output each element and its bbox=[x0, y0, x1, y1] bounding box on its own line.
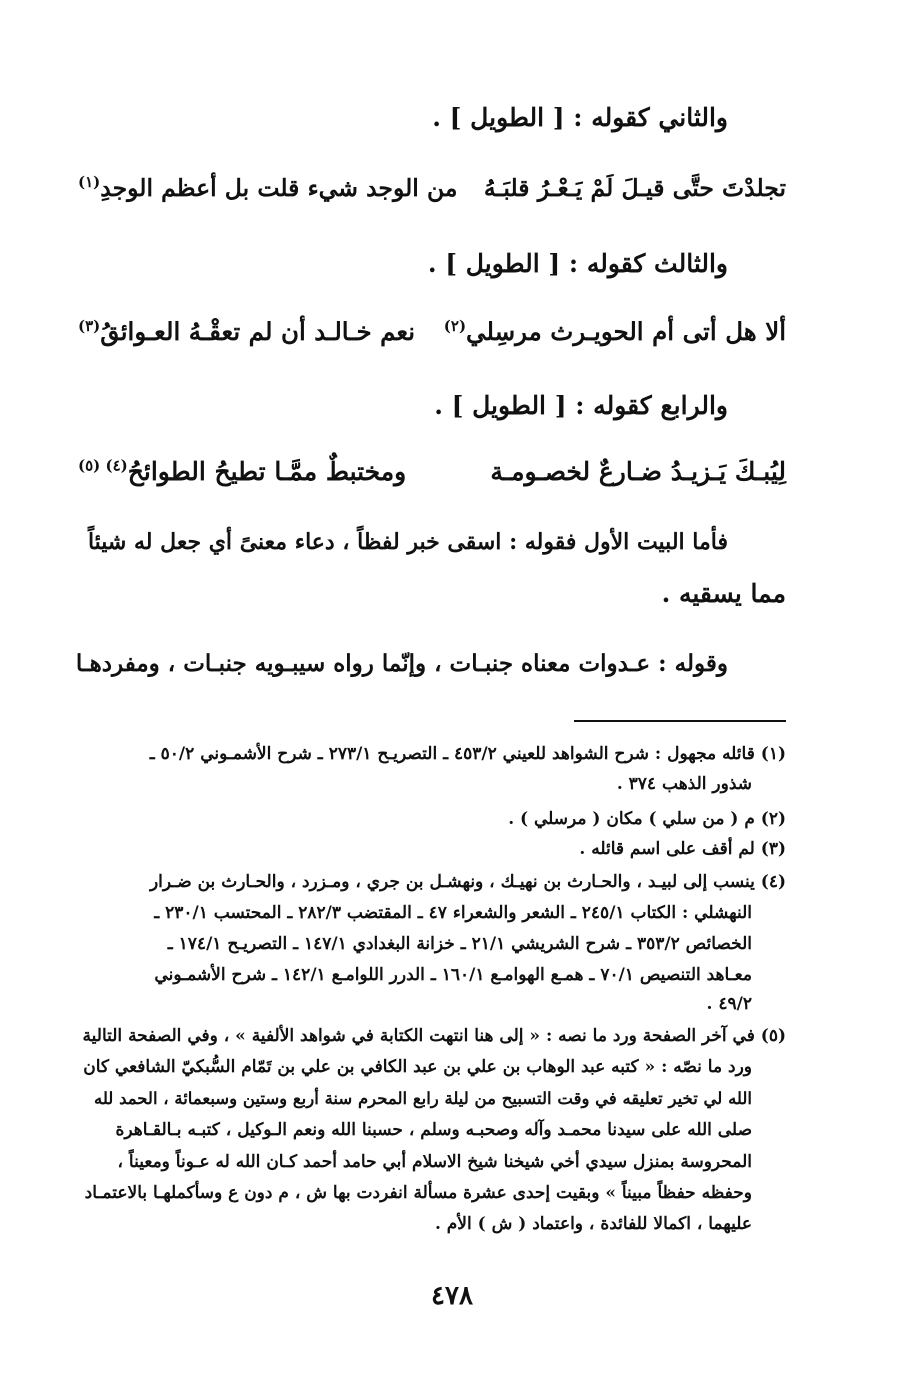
verse-hemistich-second bbox=[78, 452, 406, 492]
footnote-line: (٥) في آخر الصفحة ورد ما نصه : « إلى هنا انتهت الكتابة في شواهد الألفية » ، وفي الصفحة التالية bbox=[82, 1026, 786, 1046]
footnote-ref: (١) bbox=[78, 173, 101, 192]
verse-hemistich-text: ألا هل أتى أم الحويـرث مرسِلي bbox=[466, 317, 786, 346]
footnote-line: (٢) م ( من سلي ) مكان ( مرسلي ) . bbox=[508, 809, 786, 829]
verse-hemistich-second bbox=[78, 168, 457, 208]
footnote-ref: (٣) bbox=[78, 316, 101, 335]
footnote-ref: (٢) bbox=[443, 316, 467, 335]
footnote-line: (٤) ينسب إلى لبيـد ، والحـارث بن نهيـك ، ونهشـل بن جري ، ومـزرد ، والحـارث بن ضـرار bbox=[149, 872, 786, 892]
footnote-line: ورد ما نصّه : « كتبه عبد الوهاب بن علي بن عبد الكافي بن علي بن تَمّام السُّبكيّ الشافعي كان bbox=[83, 1057, 752, 1077]
heading-fourth-example: والرابع كقوله : [ الطويل ] . bbox=[434, 391, 728, 420]
heading-third-example: والثالث كقوله : [ الطويل ] . bbox=[427, 249, 728, 278]
verse-hemistich-first: تجلدْتَ حتَّى قيـلَ لَمْ يَـعْـرُ قلبَـهُ bbox=[483, 174, 786, 202]
verse-hemistich-text: نعم خـالـد أن لم تعقْـهُ العـوائقُ bbox=[100, 317, 416, 346]
footnote-line: الخصائص ٣٥٣/٢ ـ شرح الشريشي ٢١/١ ـ خزانة البغدادي ١٤٧/١ ـ التصريـح ١٧٤/١ ـ bbox=[167, 934, 752, 954]
footnote-line: النهشلي : الكتاب ٢٤٥/١ ـ الشعر والشعراء ٤٧ ـ المقتضب ٢٨٢/٣ ـ المحتسب ٢٣٠/١ ـ bbox=[154, 903, 752, 923]
footnote-line: شذور الذهب ٣٧٤ . bbox=[616, 774, 752, 794]
paragraph-line: فأما البيت الأول فقوله : اسقى خبر لفظاً ، دعاء معنىً أي جعل له شيئاً bbox=[87, 529, 728, 555]
footnote-line: معـاهد التنصيص ٧٠/١ ـ همـع الهوامـع ١٦٠/١ ـ الدرر اللوامـع ١٤٢/١ ـ شرح الأشمـوني bbox=[154, 965, 752, 985]
footnote-line: عليهما ، اكمالا للفائدة ، واعتماد ( ش ) الأم . bbox=[434, 1214, 752, 1234]
footnote-line: الله لي تخير تعليقه في وقت التسبيح من ليلة رابع المحرم سنة أربع وستين وسبعمائة ، الحمد لله bbox=[94, 1089, 752, 1108]
footnote-ref: (٤) (٥) bbox=[78, 456, 128, 475]
paragraph-line: وقوله : عـدوات معناه جنبـات ، وإنّما رواه سيبـويه جنبـات ، ومفردهـا bbox=[75, 650, 728, 677]
verse-hemistich-first bbox=[444, 312, 786, 352]
heading-second-example: والثاني كقوله : [ الطويل ] . bbox=[432, 103, 728, 132]
footnote-line: (١) قائله مجهول : شرح الشواهد للعيني ٤٥٣/٢ ـ التصريـح ٢٧٣/١ ـ شرح الأشمـوني ٥٠/٢ ـ bbox=[149, 744, 786, 764]
verse-hemistich-first: لِيُبـكَ يَـزيـدُ ضـارعٌ لخصـومـة bbox=[490, 457, 786, 486]
verse-hemistich-text: من الوجد شيء قلت بل أعظم الوجدِ bbox=[100, 174, 458, 202]
footnote-line: وحفظه حفظاً مبيناً » وبقيت إحدى عشرة مسألة انفردت بها ش ، م دون ع وسأكملهـا بالاعتمـاد bbox=[84, 1183, 752, 1203]
footnote-line: (٣) لم أقف على اسم قائله . bbox=[579, 839, 786, 859]
verse-hemistich-second bbox=[78, 312, 415, 352]
footnote-line: ٤٩/٢ . bbox=[706, 994, 752, 1014]
paragraph-line: مما يسقيه . bbox=[661, 579, 786, 608]
footnote-line: صلى الله على سيدنا محمـد وآله وصحبـه وسلم ، حسبنا الله ونعم الـوكيل ، كتبـه بـالقـاهرة bbox=[115, 1120, 752, 1140]
footnote-line: المحروسة بمنزل سيدي أخي شيخنا شيخ الاسلام أبي حامد أحمد كـان الله له عـوناً ومعيناً ، bbox=[117, 1152, 752, 1172]
footnote-separator bbox=[574, 720, 786, 722]
verse-hemistich-text: ومختبطٌ ممَّـا تطيحُ الطوائحُ bbox=[127, 457, 407, 486]
page-number: ٤٧٨ bbox=[431, 1281, 473, 1311]
